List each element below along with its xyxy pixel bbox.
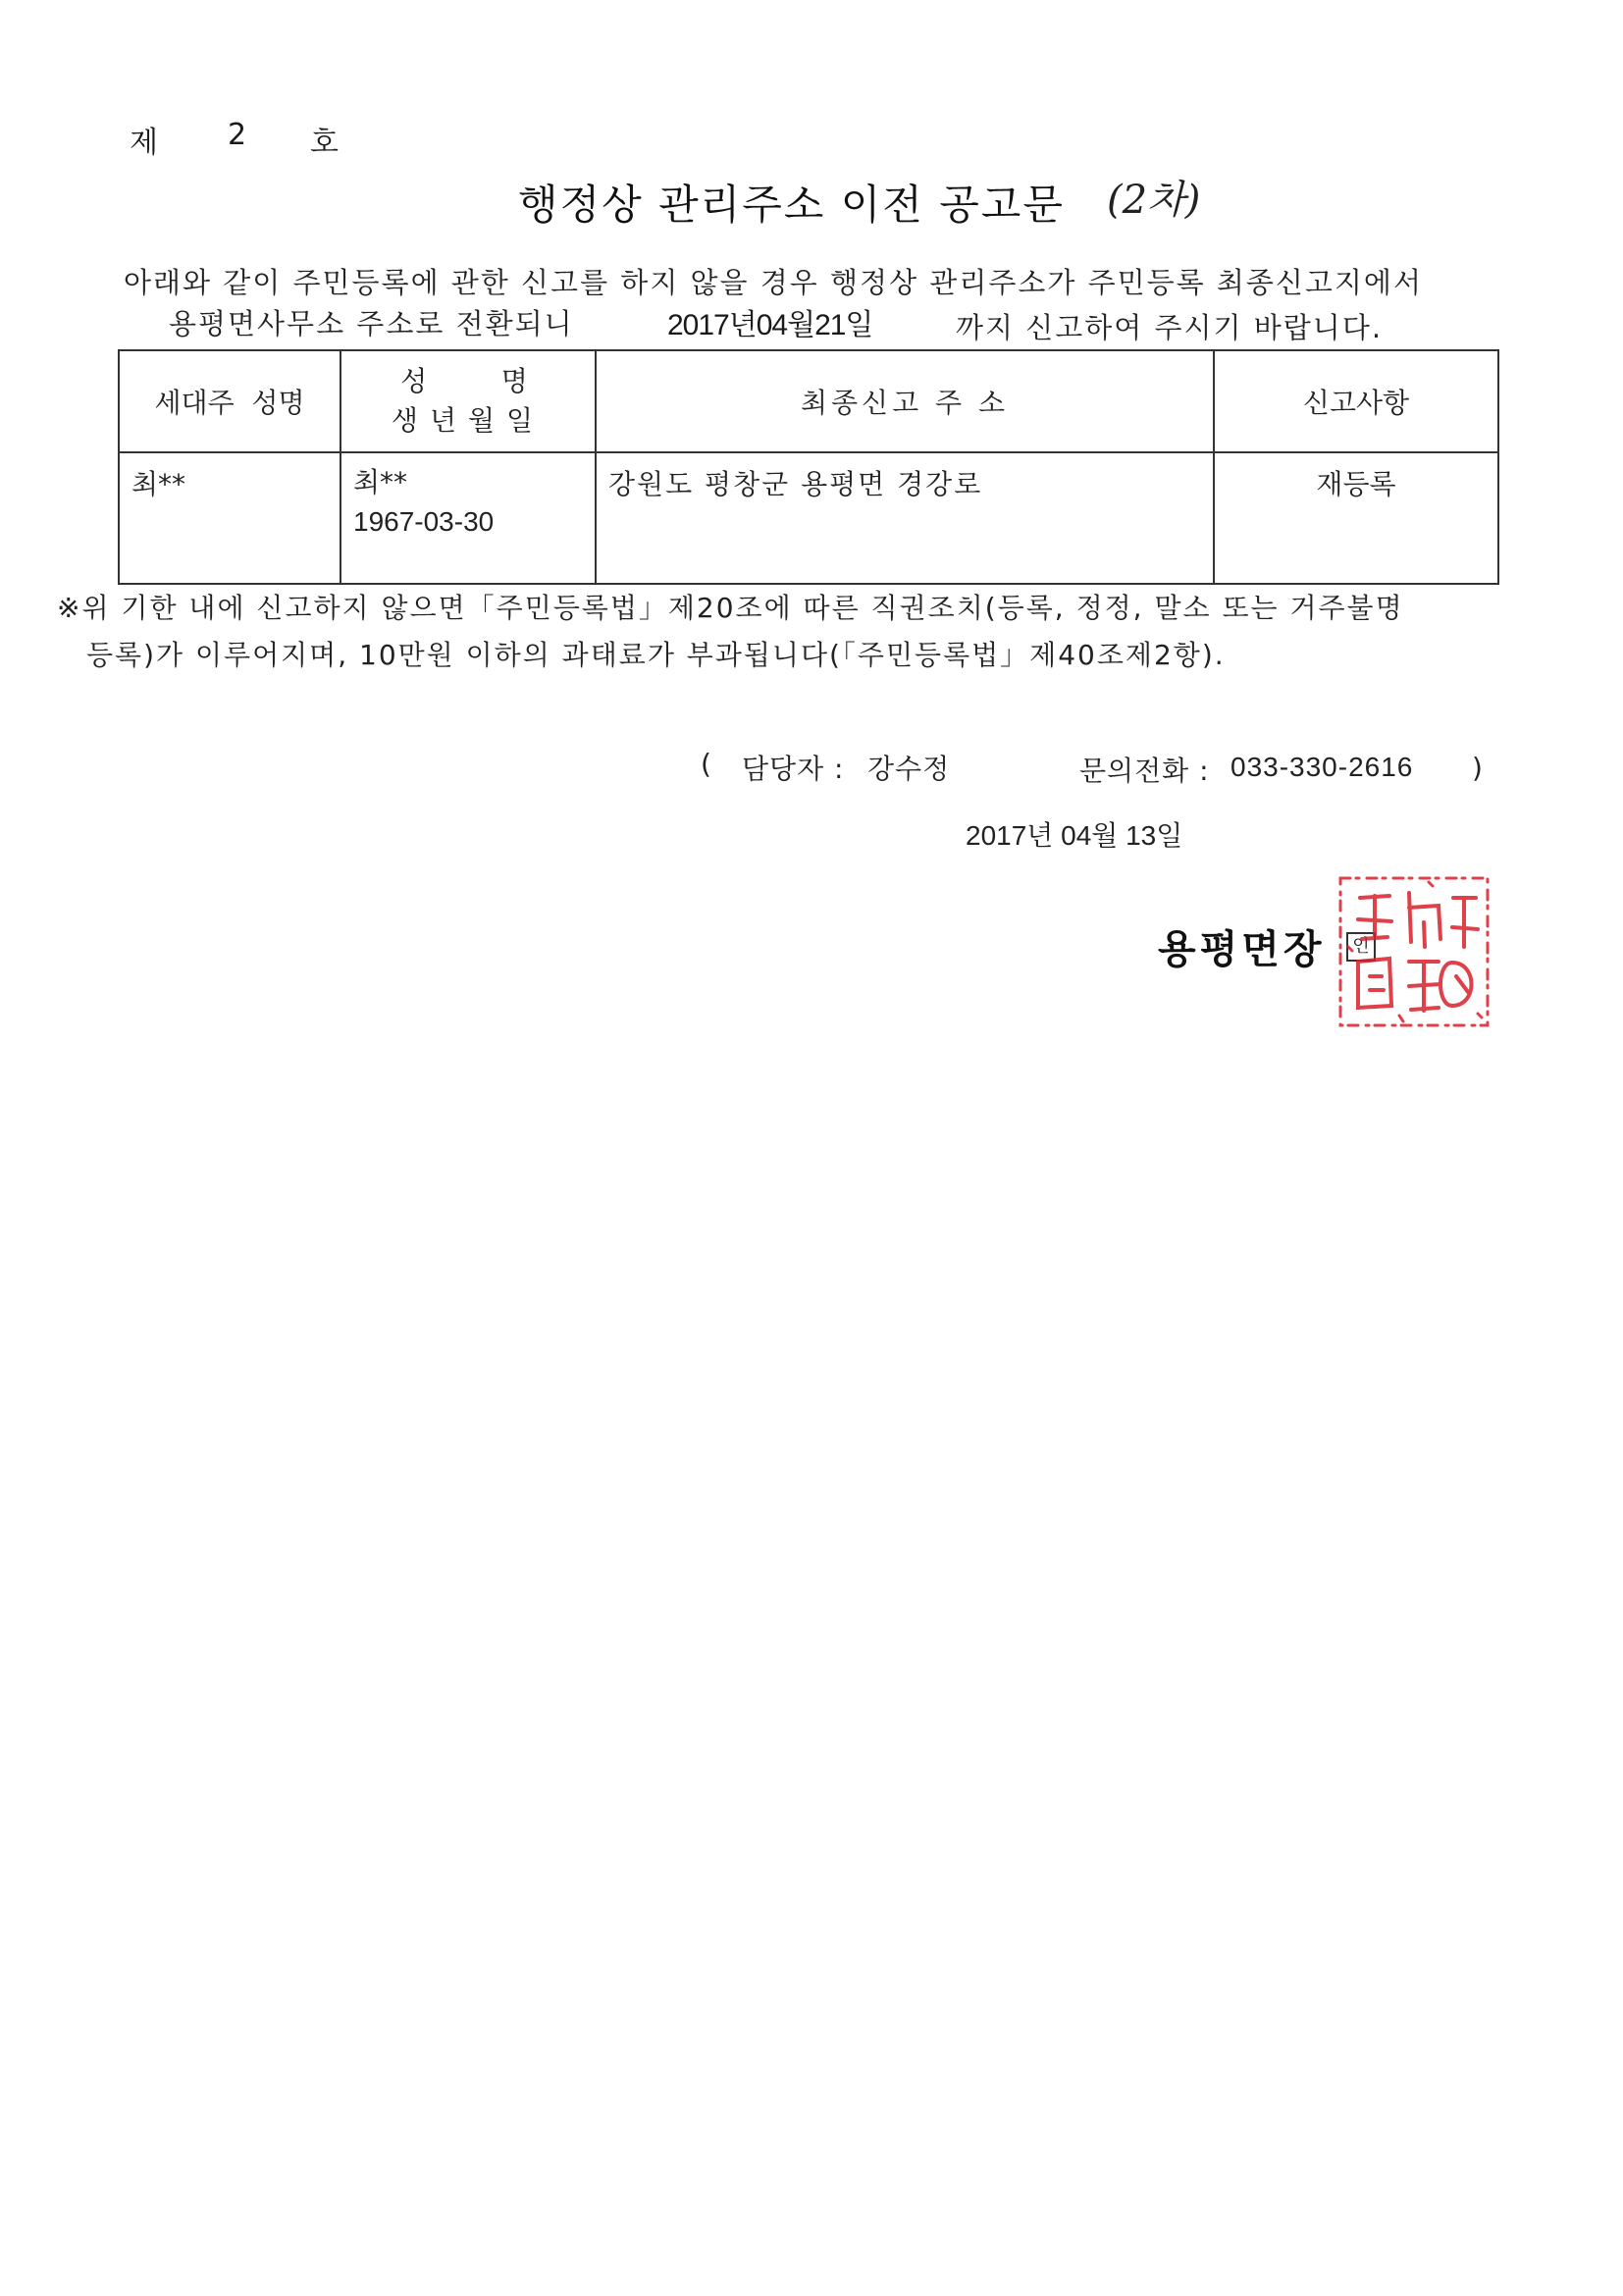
header-address-label: 최종신고 주 소 <box>800 387 1010 419</box>
page-title: 행정상 관리주소 이전 공고문 <box>518 181 1065 229</box>
notice-table <box>118 349 1499 585</box>
doc-number-prefix: 제 <box>130 126 158 160</box>
doc-number-value: 2 <box>228 118 247 152</box>
official-seal-stamp <box>1331 868 1497 1035</box>
cell-report: 재등록 <box>1214 452 1498 584</box>
contact-phone: 033-330-2616 <box>1230 752 1414 782</box>
cell-householder: 최** <box>119 452 340 584</box>
contact-open-paren: ( <box>701 748 712 780</box>
intro-line-2-part-2: 까지 신고하여 주시기 바랍니다. <box>956 311 1384 344</box>
cell-name-birth <box>340 452 596 584</box>
seal-mark: 인 <box>1346 932 1376 962</box>
table-header-row <box>119 350 1498 452</box>
contact-phone-label: 문의전화 : <box>1079 755 1210 787</box>
issuer-name: 용평면장 <box>1158 927 1326 972</box>
deadline-date: 2017년04월21일 <box>667 309 873 341</box>
header-name-birth <box>340 350 596 452</box>
header-householder: 세대주 성명 <box>119 350 340 452</box>
contact-close-paren: ) <box>1472 752 1484 784</box>
header-report: 신고사항 <box>1214 350 1498 452</box>
cell-name: 최** <box>353 466 408 498</box>
header-address <box>596 350 1214 452</box>
header-name: 성 명 <box>400 365 536 397</box>
contact-manager-name: 강수정 <box>867 753 951 785</box>
table-row <box>119 452 1498 584</box>
header-birth: 생년월일 <box>391 404 546 437</box>
cell-birth: 1967-03-30 <box>353 506 495 537</box>
cell-address: 강원도 평창군 용평면 경강로 <box>596 452 1214 584</box>
contact-manager-label: 담당자 : <box>742 753 845 785</box>
intro-line-1: 아래와 같이 주민등록에 관한 신고를 하지 않을 경우 행정상 관리주소가 주민등록 최종신고지에서 <box>124 266 1423 299</box>
doc-number-suffix: 호 <box>310 126 339 160</box>
title-handwritten-note: (2차) <box>1107 178 1201 223</box>
issue-date: 2017년 04월 13일 <box>966 820 1183 851</box>
notice-line-1: ※위 기한 내에 신고하지 않으면「주민등록법」제20조에 따른 직권조치(등록, 정정, 말소 또는 거주불명 <box>57 592 1404 624</box>
notice-line-2: 등록)가 이루어지며, 10만원 이하의 과태료가 부과됩니다(「주민등록법」제40조제2항). <box>86 639 1226 671</box>
intro-line-2-part-1: 용평면사무소 주소로 전환되니 <box>169 307 574 340</box>
